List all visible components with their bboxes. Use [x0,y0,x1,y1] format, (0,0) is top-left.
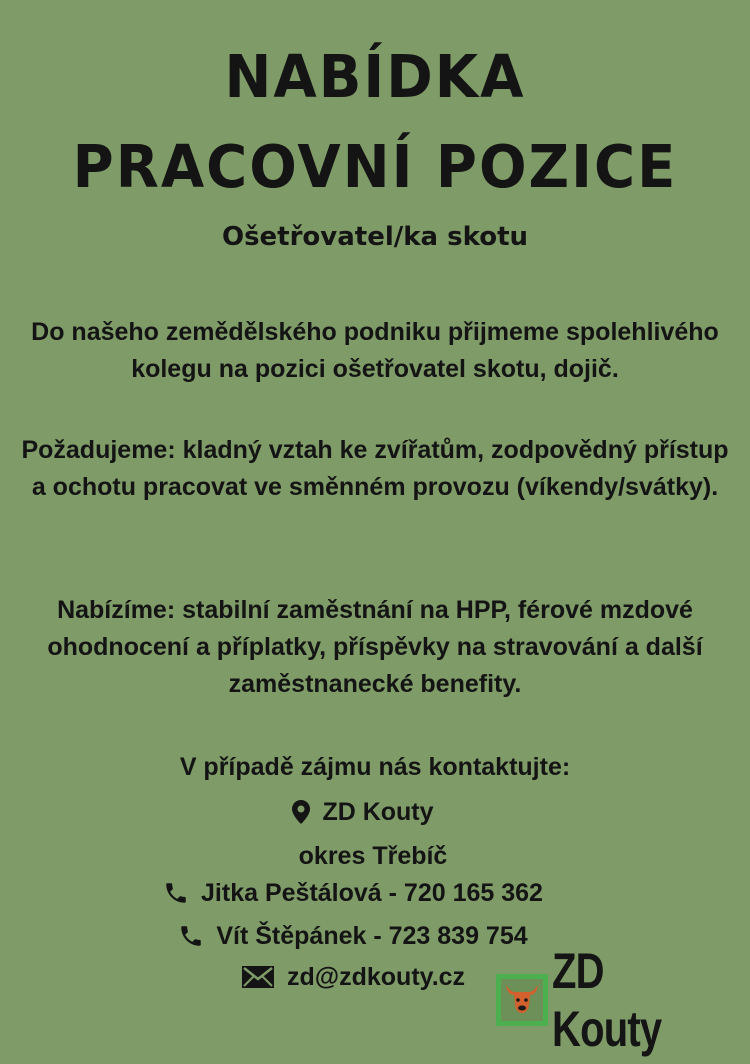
company-name: ZD Kouty [322,797,434,826]
bull-head-icon [504,981,540,1019]
contact-heading: V případě zájmu nás kontaktujte: [179,753,571,781]
phone-contact-2[interactable]: Vít Štěpánek - 723 839 754 [216,921,528,950]
intro-paragraph: Do našeho zemědělského podniku přijmeme spolehlivého kolegu na pozici ošetřovatel skotu, dojič. [31,318,719,383]
contact-phone-row-1 [0,873,728,913]
job-subtitle: Ošetřovatel/ka skotu [221,222,529,252]
envelope-icon [241,965,275,989]
district-name: okres Třebíč [298,841,448,870]
contact-district-row [0,836,748,876]
page-title-line1: NABÍDKA [224,43,526,112]
page-title-line2: PRACOVNÍ POZICE [72,133,678,202]
requirements-paragraph: Požadujeme: kladný vztah ke zvířatům, zodpovědný přístup a ochotu pracovat ve směnném provozu (víkendy/svátky). [21,436,729,501]
logo-frame [496,974,548,1026]
phone-contact-1[interactable]: Jitka Peštálová - 720 165 362 [201,878,543,907]
phone-icon [178,923,204,949]
contact-company-row [0,792,738,832]
location-pin-icon [292,800,310,824]
company-logo [496,942,722,1058]
email-address[interactable]: zd@zdkouty.cz [286,962,466,991]
offer-paragraph: Nabízíme: stabilní zaměstnání na HPP, férové mzdové ohodnocení a příplatky, příspěvky na stravování a další zaměstnanecké benefity. [47,596,703,698]
logo-text: ZD Kouty [552,943,662,1057]
phone-icon [163,880,189,906]
